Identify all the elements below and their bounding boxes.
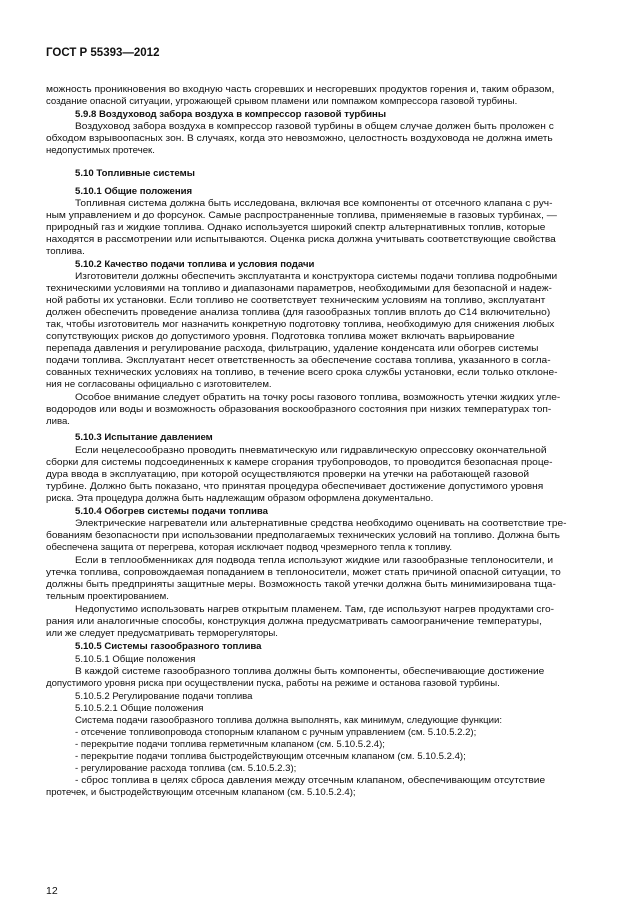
text-line — [0, 727, 630, 739]
page-number: 12 — [46, 885, 58, 897]
text-line — [0, 493, 630, 505]
text-line — [0, 246, 630, 258]
text-line — [0, 416, 630, 428]
text-line-content: рания или аналогичные способы, конструкция должна предусматривать самоограничение температуры, — [46, 616, 542, 627]
text-line — [0, 319, 630, 331]
text-line-content: подачи топлива. Эксплуатант несет ответственность за обеспечение состава топлива, указанного в согла- — [46, 355, 551, 366]
text-line-content: или же следует предусматривать терморегуляторы. — [46, 628, 278, 639]
text-line-content: 5.10.4 Обогрев системы подачи топлива — [75, 506, 268, 517]
text-line — [0, 295, 630, 307]
text-line — [0, 457, 630, 469]
text-line — [0, 555, 630, 567]
text-line-content: бованиям безопасности при использовании предполагаемых технических условий на топливо. Должна быть — [46, 530, 560, 541]
text-line-content: лива. — [46, 416, 70, 427]
text-line-content: сопутствующих рисков до допустимого уровня. Подготовка топлива может включать варьирование — [46, 331, 515, 342]
text-line — [0, 234, 630, 246]
text-line — [0, 307, 630, 319]
text-line-content: турбине. Должно быть показано, что принятая процедура обеспечивает достижение допустимого уровня — [46, 481, 544, 492]
text-line — [0, 367, 630, 379]
text-line-content: риска. Эта процедура должна быть надлежащим образом оформлена документально. — [46, 493, 434, 504]
text-line-content: дура ввода в эксплуатацию, при которой осуществляются проверки на утечки на работающей газовой — [46, 469, 530, 480]
section-heading — [0, 259, 630, 271]
text-line-content: - отсечение топливопровода стопорным клапаном с ручным управлением (см. 5.10.5.2.2); — [75, 727, 477, 738]
text-line — [0, 96, 630, 108]
text-line-content: 5.10 Топливные системы — [75, 168, 195, 179]
text-line-content: - сброс топлива в целях сброса давления между отсечным клапаном, обеспечивающим отсутствие — [75, 775, 546, 786]
text-line-content: 5.9.8 Воздуховод забора воздуха в компрессор газовой турбины — [75, 109, 387, 120]
text-line-content: сборки для системы подсоединенных к камере сгорания трубопроводов, то проводится безопасная проце- — [46, 457, 553, 468]
text-line — [0, 751, 630, 763]
text-line — [0, 222, 630, 234]
text-line — [0, 654, 630, 666]
text-line-content: 5.10.3 Испытание давлением — [75, 432, 213, 443]
text-line-content: находятся в рассмотрении или испытываются. Оценка риска должна учитывать соответствующие свойства — [46, 234, 556, 245]
text-line — [0, 445, 630, 457]
section-heading — [0, 109, 630, 121]
text-line — [0, 133, 630, 145]
text-line — [0, 739, 630, 751]
text-line — [0, 591, 630, 603]
text-line-content: - перекрытие подачи топлива быстродействующим отсечным клапаном (см. 5.10.5.2.4); — [75, 751, 466, 762]
text-line-content: можность проникновения во входную часть сгоревших и несгоревших продуктов горения и, таким образом, — [46, 84, 555, 95]
text-line — [0, 666, 630, 678]
text-line-content: ния не согласованы официально с изготовителем. — [46, 379, 272, 390]
section-heading — [0, 168, 630, 180]
text-line-content: протечек, и быстродействующим отсечным клапаном (см. 5.10.5.2.4); — [46, 787, 356, 798]
text-line — [0, 198, 630, 210]
section-heading — [0, 432, 630, 444]
text-line-content: Топливная система должна быть исследована, включая все компоненты от отсечного клапана с руч- — [75, 198, 553, 209]
text-line — [0, 616, 630, 628]
text-line — [0, 271, 630, 283]
text-line-content: Изготовители должны обеспечить эксплуатанта и конструктора системы подачи топлива подробными — [75, 271, 558, 282]
text-line-content: обеспечена защита от перегрева, которая исключает подвод чрезмерного тепла к топливу. — [46, 542, 453, 553]
text-line-content: 5.10.5.2 Регулирование подачи топлива — [75, 691, 253, 702]
text-line — [0, 787, 630, 799]
text-line-content: допустимого уровня риска при осуществлении пуска, работы на режиме и останова газовой турбины. — [46, 678, 500, 689]
text-line — [0, 343, 630, 355]
text-line-content: тельным проектированием. — [46, 591, 169, 602]
text-line — [0, 469, 630, 481]
text-line — [0, 84, 630, 96]
text-line-content: водородов или воды и возможность образования воскообразного состояния при низких температурах топ- — [46, 404, 552, 415]
text-line-content: Воздуховод забора воздуха в компрессор газовой турбины в общем случае должен быть проложен с — [75, 121, 554, 132]
text-line — [0, 145, 630, 157]
text-line — [0, 481, 630, 493]
text-line-content: Если нецелесообразно проводить пневматическую или гидравлическую опрессовку окончательной — [75, 445, 547, 456]
text-line-content: топлива. — [46, 246, 85, 257]
text-line-content: техническими условиями на топливо и диапазонами параметров, необходимыми для безопасной и надеж- — [46, 283, 552, 294]
text-line-content: создание опасной ситуации, угрожающей срывом пламени или помпажом компрессора газовой турбины. — [46, 96, 518, 107]
text-line-content: должен обеспечить проведение анализа топлива (для газообразных топлив вплоть до С14 включительно) — [46, 307, 551, 318]
text-line-content: 5.10.2 Качество подачи топлива и условия подачи — [75, 259, 315, 270]
text-line — [0, 355, 630, 367]
text-line-content: Если в теплообменниках для подвода тепла используют жидкие или газообразные теплоносители, и — [75, 555, 554, 566]
text-line — [0, 542, 630, 554]
text-line — [0, 604, 630, 616]
text-line-content: утечка топлива, сопровождаемая попаданием в теплоносители, может стать причиной опасной ситуации, то — [46, 567, 561, 578]
text-line-content: Недопустимо использовать нагрев открытым пламенем. Там, где используют нагрев продуктами сго- — [75, 604, 555, 615]
document-code-header: ГОСТ Р 55393—2012 — [46, 47, 160, 59]
text-line — [0, 703, 630, 715]
text-line-content: Электрические нагреватели или альтернативные средства необходимо оценивать на соответствие тре- — [75, 518, 567, 529]
text-line — [0, 715, 630, 727]
text-line — [0, 775, 630, 787]
text-line-content: 5.10.5.1 Общие положения — [75, 654, 196, 665]
text-line-content: ным управлением и до форсунок. Самые распространенные топлива, применяемые в газовых турбинах, — — [46, 210, 557, 221]
text-line-content: природный газ и жидкие топлива. Однако используется широкий спектр альтернативных топлив, которые — [46, 222, 546, 233]
text-line-content: Система подачи газообразного топлива должна выполнять, как минимум, следующие функции: — [75, 715, 503, 726]
text-line-content: - регулирование расхода топлива (см. 5.10.5.2.3); — [75, 763, 297, 774]
text-line-content: должны быть предприняты защитные меры. Возможность такой утечки должна быть минимизирована тща- — [46, 579, 556, 590]
text-line-content: сованных технических условиях на топливо, в течение всего срока службы установки, если только отклоне- — [46, 367, 558, 378]
text-line — [0, 210, 630, 222]
text-line-content: 5.10.1 Общие положения — [75, 186, 193, 197]
text-line — [0, 691, 630, 703]
text-line — [0, 331, 630, 343]
text-line — [0, 121, 630, 133]
text-line-content: - перекрытие подачи топлива герметичным клапаном (см. 5.10.5.2.4); — [75, 739, 385, 750]
text-line — [0, 579, 630, 591]
text-line-content: В каждой системе газообразного топлива должны быть компоненты, обеспечивающие достижение — [75, 666, 545, 677]
text-line — [0, 763, 630, 775]
section-heading — [0, 506, 630, 518]
section-heading — [0, 641, 630, 653]
text-line — [0, 678, 630, 690]
text-line — [0, 283, 630, 295]
text-line — [0, 567, 630, 579]
section-heading — [0, 186, 630, 198]
text-line-content: Особое внимание следует обратить на точку росы газового топлива, возможность утечки жидких угле- — [75, 392, 561, 403]
text-line — [0, 518, 630, 530]
text-line — [0, 530, 630, 542]
text-line — [0, 404, 630, 416]
text-line-content: перепада давления и регулирование расхода, фильтрацию, удаление конденсата или обогрев системы — [46, 343, 539, 354]
text-line — [0, 392, 630, 404]
text-line-content: 5.10.5.2.1 Общие положения — [75, 703, 204, 714]
text-line — [0, 379, 630, 391]
text-line — [0, 628, 630, 640]
text-line-content: обходом взрывоопасных зон. В случаях, когда это невозможно, целостность воздуховода не должна иметь — [46, 133, 553, 144]
text-line-content: ной работы их установки. Если топливо не соответствует техническим условиям на топливо, эксплуатант — [46, 295, 546, 306]
text-line-content: 5.10.5 Системы газообразного топлива — [75, 641, 262, 652]
text-line-content: так, чтобы изготовитель мог назначить конкретную подготовку топлива, необходимую для снижения любых — [46, 319, 555, 330]
text-line-content: недопустимых протечек. — [46, 145, 155, 156]
